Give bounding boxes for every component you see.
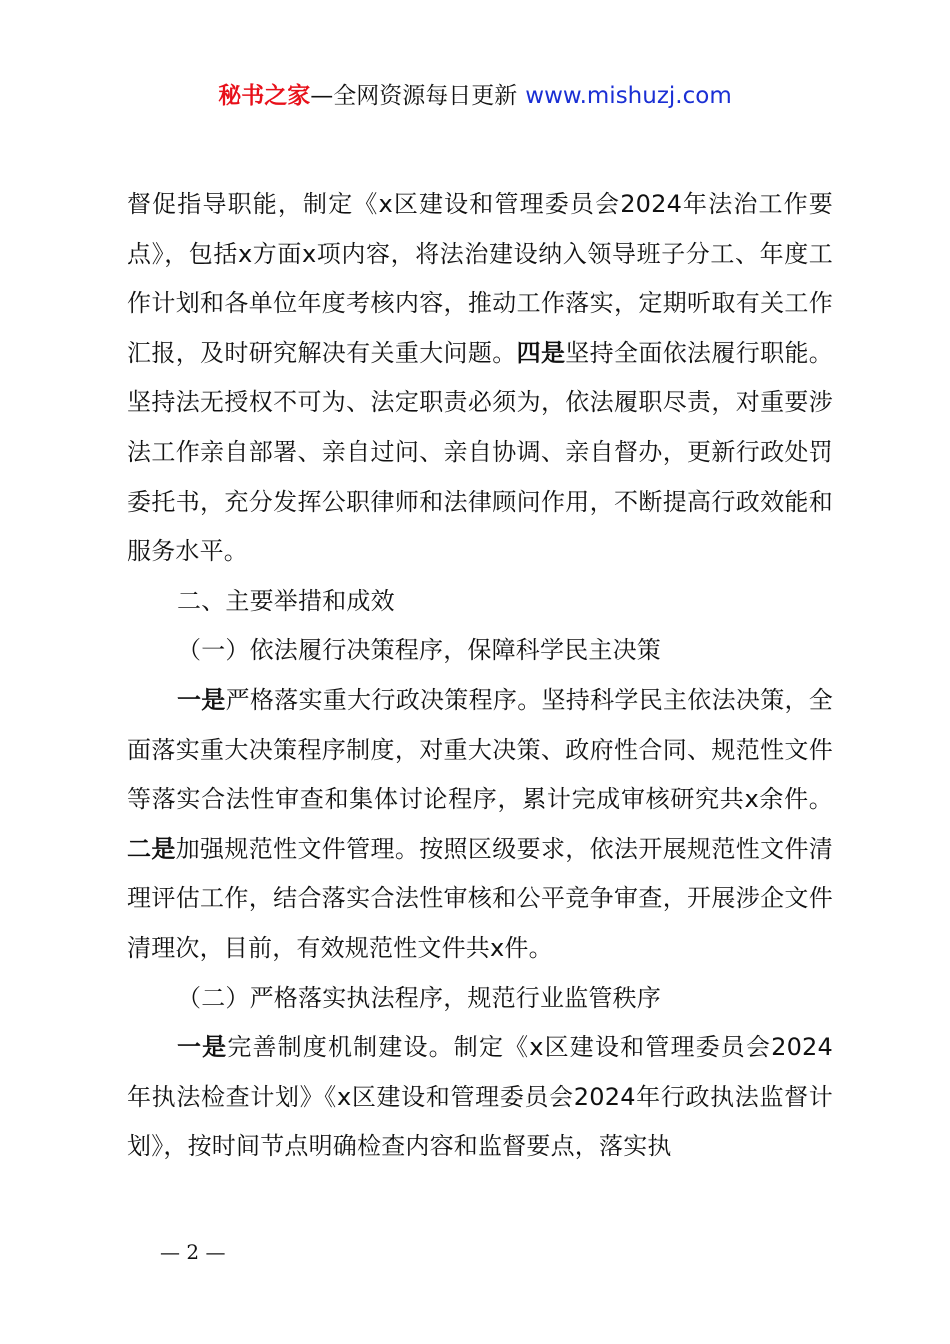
- subsection-heading-2: （二）严格落实执法程序，规范行业监管秩序: [177, 983, 661, 1012]
- subsection-heading-1: （一）依法履行决策程序，保障科学民主决策: [177, 636, 661, 665]
- paragraph-decision-making: [127, 676, 833, 974]
- ordinal-bold: 一是: [177, 685, 226, 714]
- document-body: [127, 180, 833, 1172]
- paragraph-text: 督促指导职能，制定《x区建设和管理委员会2024年法治工作要点》，包括x方面x项内容，将法治建设纳入领导班子分工、年度工作计划和各单位年度考核内容，推动工作落实，定期听取有关工作汇报，及时研究解决有关重大问题。: [127, 190, 833, 367]
- paragraph-text: 严格落实重大行政决策程序。坚持科学民主依法决策，全面落实重大决策程序制度，对重大决策、政府性合同、规范性文件等落实合法性审查和集体讨论程序，累计完成审核研究共x余件。: [127, 685, 834, 814]
- site-slogan: —全网资源每日更新: [310, 83, 518, 109]
- paragraph-enforcement: [127, 1023, 833, 1172]
- page-number: — 2 —: [160, 1240, 226, 1264]
- paragraph-text: 完善制度机制建设。制定《x区建设和管理委员会2024年执法检查计划》《x区建设和管理委员会2024年行政执法监督计划》，按时间节点明确检查内容和监督要点，落实执: [127, 1033, 833, 1161]
- paragraph-text: 加强规范性文件管理。按照区级要求，依法开展规范性文件清理评估工作，结合落实合法性审核和公平竞争审查，开展涉企文件清理次，目前，有效规范性文件共x件。: [127, 834, 833, 962]
- site-header: [0, 80, 950, 112]
- ordinal-bold: 一是: [177, 1033, 228, 1062]
- ordinal-bold: 二是: [127, 834, 176, 863]
- site-url-link[interactable]: www.mishuzj.com: [525, 83, 732, 109]
- section-heading: 二、主要举措和成效: [177, 586, 395, 615]
- paragraph-duties: [127, 180, 833, 577]
- ordinal-bold: 四是: [516, 338, 566, 367]
- site-brand: 秘书之家: [218, 83, 311, 109]
- paragraph-text: 坚持全面依法履行职能。坚持法无授权不可为、法定职责必须为，依法履职尽责，对重要涉法工作亲自部署、亲自过问、亲自协调、亲自督办，更新行政处罚委托书，充分发挥公职律师和法律顾问作用，不断提高行政效能和服务水平。: [127, 338, 833, 566]
